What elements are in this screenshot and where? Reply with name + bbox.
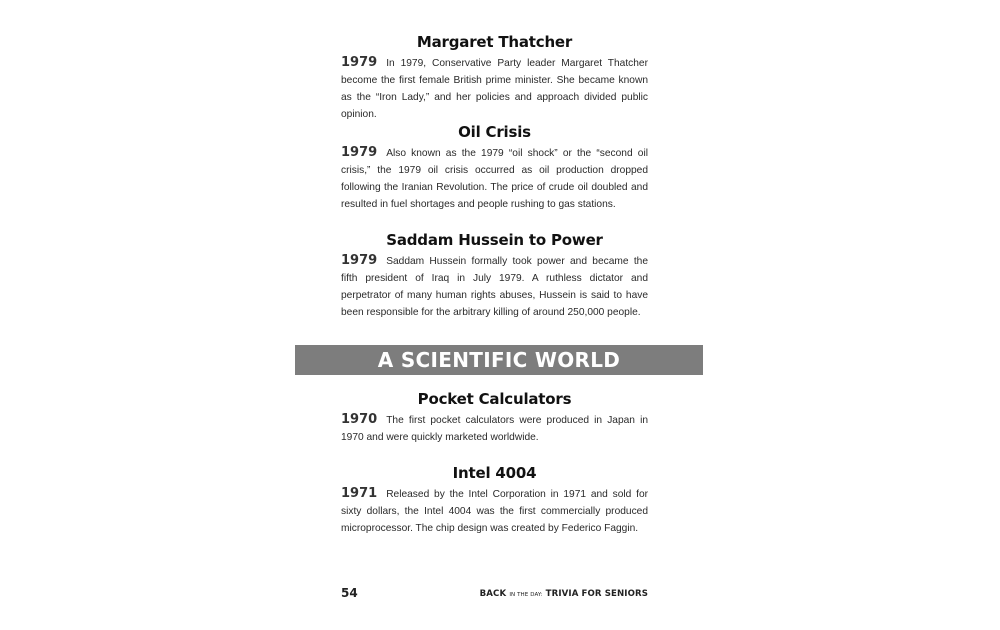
entry-title: Margaret Thatcher bbox=[416, 33, 573, 51]
book-title-part2: IN THE DAY: bbox=[509, 592, 543, 598]
entry-body bbox=[341, 252, 648, 321]
entry-oil-crisis bbox=[341, 122, 648, 213]
entry-title: Intel 4004 bbox=[452, 464, 537, 482]
section-heading: A SCIENTIFIC WORLD bbox=[377, 348, 621, 372]
entry-text: Also known as the 1979 “oil shock” or the “second oil crisis,” the 1979 oil crisis occurred as oil production dropped following the Iranian Revolution. The price of crude oil doubled and resulted in fuel shortages and people rushing to gas stations. bbox=[341, 148, 648, 210]
entry-year: 1979 bbox=[341, 55, 378, 70]
entry-text: Saddam Hussein formally took power and became the fifth president of Iraq in July 1979. A ruthless dictator and perpetrator of many human rights abuses, Hussein is said to have been responsible for the arbitrary killing of around 250,000 people. bbox=[341, 256, 648, 318]
entry-body bbox=[341, 144, 648, 213]
entry-text: In 1979, Conservative Party leader Margaret Thatcher become the first female British prime minister. She became known as the “Iron Lady,” and her policies and approach divided public opinion. bbox=[341, 58, 648, 120]
entry-year: 1970 bbox=[341, 412, 378, 427]
entry-intel-4004 bbox=[341, 463, 648, 537]
entry-year: 1979 bbox=[341, 145, 378, 160]
entry-title: Saddam Hussein to Power bbox=[386, 231, 603, 249]
entry-title: Pocket Calculators bbox=[417, 390, 572, 408]
entry-margaret-thatcher bbox=[341, 32, 648, 123]
entry-body bbox=[341, 485, 648, 537]
book-title-part1: BACK bbox=[479, 589, 507, 599]
entry-title: Oil Crisis bbox=[458, 123, 531, 141]
page-number: 54 bbox=[341, 586, 358, 600]
entry-text: Released by the Intel Corporation in 1971 and sold for sixty dollars, the Intel 4004 was the first commercially produced microprocessor. The chip design was created by Federico Faggin. bbox=[341, 489, 648, 534]
book-title-part3: TRIVIA FOR SENIORS bbox=[545, 589, 648, 599]
book-title-footer bbox=[480, 589, 648, 599]
entry-text: The first pocket calculators were produced in Japan in 1970 and were quickly marketed worldwide. bbox=[341, 415, 648, 443]
entry-pocket-calculators bbox=[341, 389, 648, 446]
entry-year: 1979 bbox=[341, 253, 378, 268]
entry-body bbox=[341, 411, 648, 446]
entry-body bbox=[341, 54, 648, 123]
section-banner bbox=[295, 345, 703, 375]
entry-saddam-hussein bbox=[341, 230, 648, 321]
entry-year: 1971 bbox=[341, 486, 378, 501]
